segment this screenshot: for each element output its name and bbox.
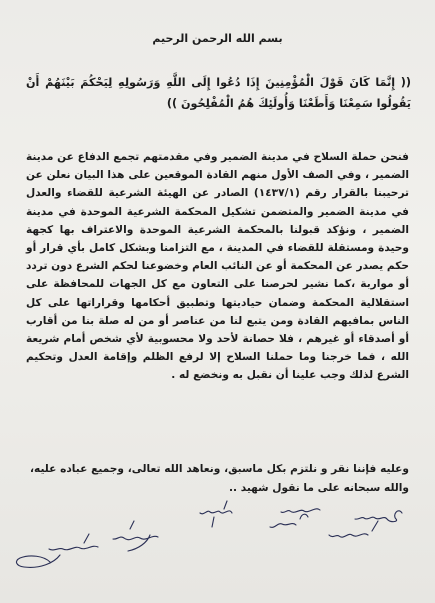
signature-1 bbox=[329, 511, 402, 537]
signature-5 bbox=[17, 534, 98, 567]
quran-verse: (( إِنَّمَا كَانَ قَوْلَ الْمُؤْمِنِينَ إِذَا دُعُوا إِلَى اللَّهِ وَرَسُولِهِ لِيَحْكُمَ بَيْنَهُمْ أَنْ يَقُولُوا سَمِعْنَا وَأَطَعْنَا وَأُولَئِكَ هُمُ الْمُفْلِحُونَ )) bbox=[26, 76, 411, 110]
signatures-area bbox=[0, 495, 435, 603]
signature-4 bbox=[113, 521, 158, 551]
statement-closing: وعليه فإننا نقر و نلتزم بكل ماسبق، ونعاهد الله تعالى، وجميع عباده عليه، والله سبحانه على ما نقول شهيد .. bbox=[30, 463, 409, 494]
handwritten-signatures bbox=[0, 495, 435, 603]
signature-3 bbox=[200, 501, 232, 527]
basmala-heading: بسم الله الرحمن الرحيم bbox=[152, 32, 283, 45]
signature-2 bbox=[270, 509, 320, 528]
statement-body: فنحن حملة السلاح في مدينة الضمير وفي مقدمتهم تجمع الدفاع عن مدينة الضمير ، وفي الصف الأول منهم القادة الموقعين على هذا البيان نعلن عن ترحيبنا بالقرار رقم (١٤٣٧/١) الصادر عن الهيئة الشرعية للقضاء والعدل في مدينة الضمير والمتضمن تشكيل المحكمة الشرعية الموحدة في مدينة الضمير ، ونؤكد قبولنا بالمحكمة الشرعية الموحدة والاعتراف بها كجهة وحيدة ومستقلة للقضاء في المدينة ، مع التزامنا وبشكل كامل بأي قرار أو حكم يصدر عن المحكمة أو عن النائب العام وخضوعنا لحكم الشرع دون تردد أو مواربة ،كما نشير لحرصنا على التعاون مع كل الجهات للمحافظة على استقلالية المحكمة وضمان حياديتها وتطبيق أحكامها وقراراتها على كل الناس بمافيهم القادة ومن يتبع لنا من عناصر أو من له صلة بنا من أقارب أو أصدقاء أو غيرهم ، فلا حصانة لأحد ولا محسوبية لأي شخص أمام شريعة الله ، فما خرجنا وما حملنا السلاح إلا لرفع الظلم وإقامة العدل وتحكيم الشرع لذلك وجب علينا أن نقبل به ونخضع له . bbox=[26, 151, 410, 382]
